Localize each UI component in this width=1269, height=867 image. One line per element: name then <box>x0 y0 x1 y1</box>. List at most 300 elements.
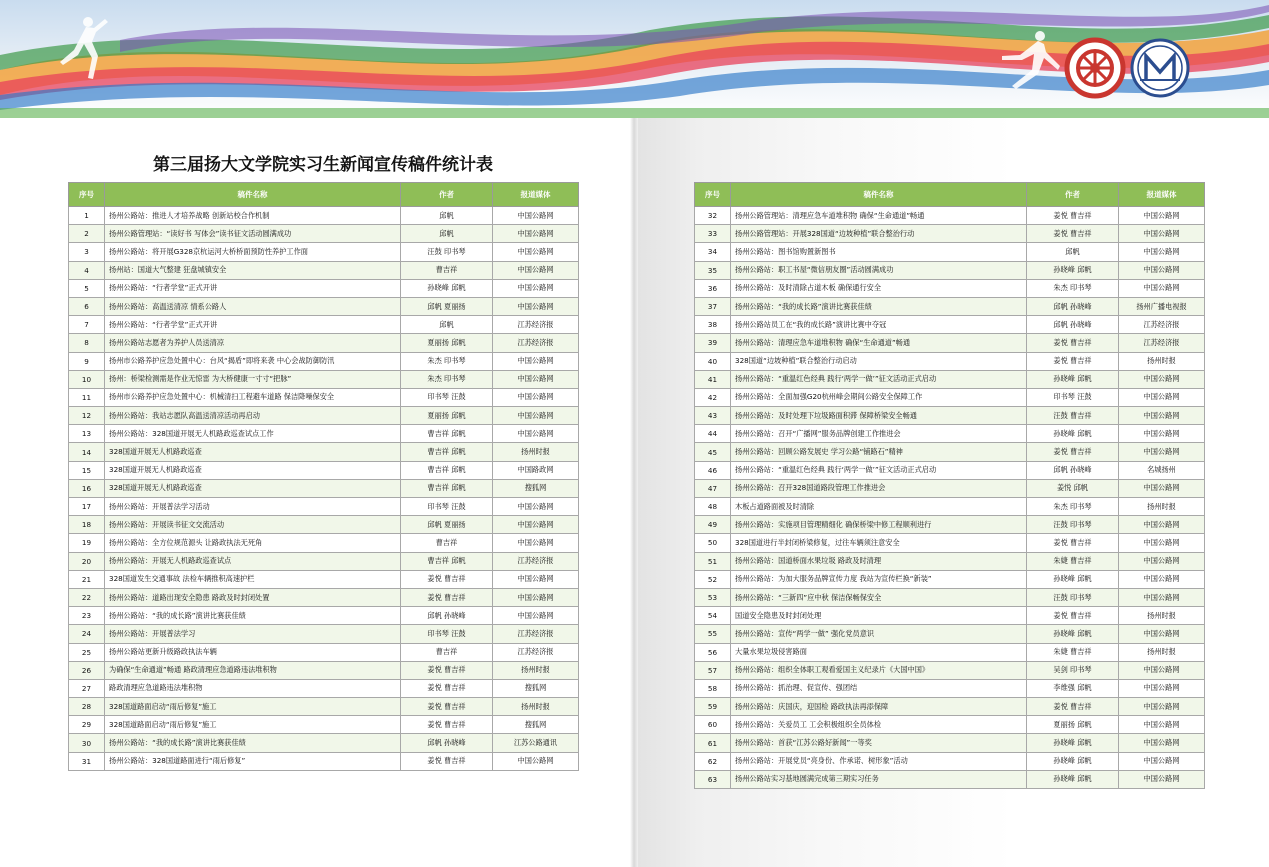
cell-author: 朱婕 曹吉祥 <box>1027 552 1119 570</box>
cell-no: 31 <box>69 752 105 770</box>
table-row <box>69 243 579 261</box>
cell-title: 扬州公路站：“行者学堂”正式开讲 <box>105 279 401 297</box>
table-row <box>695 570 1205 588</box>
cell-media: 中国公路网 <box>1119 734 1205 752</box>
cell-author: 印书琴 汪鼓 <box>1027 388 1119 406</box>
table-row <box>695 461 1205 479</box>
cell-author: 孙晓峰 邱帆 <box>1027 770 1119 788</box>
cell-author: 孙晓峰 邱帆 <box>1027 570 1119 588</box>
cell-author: 曹吉祥 <box>401 261 493 279</box>
cell-title: 扬州公路站：首获“江苏公路好新闻”一等奖 <box>731 734 1027 752</box>
table-row <box>695 297 1205 315</box>
cell-no: 17 <box>69 498 105 516</box>
cell-author: 姜悦 邱帆 <box>1027 479 1119 497</box>
cell-no: 59 <box>695 698 731 716</box>
cell-author: 姜悦 曹吉祥 <box>1027 334 1119 352</box>
cell-title: 扬州公路站：清理应急车道堆积物 确保“生命通道”畅通 <box>731 334 1027 352</box>
cell-no: 6 <box>69 297 105 315</box>
cell-title: 328国道“边坡种植”联合整治行动启动 <box>731 352 1027 370</box>
cell-media: 中国公路网 <box>1119 716 1205 734</box>
cell-author: 夏丽扬 邱帆 <box>401 407 493 425</box>
cell-media: 扬州时报 <box>493 443 579 461</box>
cell-media: 中国公路网 <box>493 261 579 279</box>
cell-media: 扬州时报 <box>1119 498 1205 516</box>
cell-media: 江苏经济报 <box>493 316 579 334</box>
cell-media: 中国公路网 <box>1119 752 1205 770</box>
cell-media: 江苏经济报 <box>493 625 579 643</box>
cell-author: 孙晓峰 邱帆 <box>401 279 493 297</box>
cell-title: 扬州公路管理站：清理应急车道堆积物 确保“生命通道”畅通 <box>731 207 1027 225</box>
table-row <box>69 643 579 661</box>
cell-author: 姜悦 曹吉祥 <box>1027 534 1119 552</box>
cell-media: 扬州时报 <box>493 698 579 716</box>
cell-author: 孙晓峰 邱帆 <box>1027 261 1119 279</box>
cell-no: 23 <box>69 607 105 625</box>
cell-title: 扬州公路站更新升级路政执法车辆 <box>105 643 401 661</box>
cell-no: 42 <box>695 388 731 406</box>
cell-title: 为确保“生命通道”畅通 路政清理应急道路违法堆积物 <box>105 661 401 679</box>
cell-media: 江苏经济报 <box>493 334 579 352</box>
cell-media: 中国公路网 <box>1119 443 1205 461</box>
cell-title: 328国道开展无人机路政巡查 <box>105 461 401 479</box>
cell-author: 姜悦 曹吉祥 <box>401 570 493 588</box>
cell-no: 5 <box>69 279 105 297</box>
cell-media: 中国公路网 <box>493 243 579 261</box>
cell-title: 大量水果垃圾侵害路面 <box>731 643 1027 661</box>
cell-author: 曹吉祥 邱帆 <box>401 425 493 443</box>
cell-author: 印书琴 汪鼓 <box>401 388 493 406</box>
cell-no: 2 <box>69 225 105 243</box>
table-row <box>695 770 1205 788</box>
cell-author: 曹吉祥 邱帆 <box>401 479 493 497</box>
cell-media: 中国公路网 <box>493 425 579 443</box>
table-row <box>69 334 579 352</box>
cell-media: 扬州时报 <box>1119 643 1205 661</box>
cell-no: 53 <box>695 588 731 606</box>
cell-media: 中国公路网 <box>493 498 579 516</box>
banner-ribbons <box>0 0 1269 118</box>
cell-media: 中国公路网 <box>1119 534 1205 552</box>
cell-no: 48 <box>695 498 731 516</box>
cell-no: 51 <box>695 552 731 570</box>
table-row <box>69 479 579 497</box>
table-row <box>69 388 579 406</box>
cell-author: 李维强 邱帆 <box>1027 679 1119 697</box>
cell-author: 汪鼓 印书琴 <box>1027 516 1119 534</box>
cell-title: 扬州公路站：关爱员工 工会积极组织全员体检 <box>731 716 1027 734</box>
cell-author: 邱帆 <box>401 207 493 225</box>
cell-author: 邱帆 <box>1027 243 1119 261</box>
cell-author: 汪鼓 曹吉祥 <box>1027 407 1119 425</box>
cell-no: 24 <box>69 625 105 643</box>
cell-media: 中国公路网 <box>493 297 579 315</box>
table-row <box>69 570 579 588</box>
cell-media: 搜狐网 <box>493 479 579 497</box>
table-row <box>695 679 1205 697</box>
table-row <box>695 279 1205 297</box>
cell-no: 13 <box>69 425 105 443</box>
cell-title: 扬州公路站：“重温红色经典 践行‘两学一做’”征文活动正式启动 <box>731 370 1027 388</box>
cell-no: 12 <box>69 407 105 425</box>
cell-no: 14 <box>69 443 105 461</box>
cell-no: 55 <box>695 625 731 643</box>
header-title: 稿件名称 <box>731 183 1027 207</box>
cell-no: 21 <box>69 570 105 588</box>
cell-title: 扬州市公路养护应急处置中心：机械清扫工程避车道路 保洁降噪保安全 <box>105 388 401 406</box>
cell-media: 中国公路网 <box>493 607 579 625</box>
cell-author: 姜悦 曹吉祥 <box>401 716 493 734</box>
logo-emblem-left-icon <box>1067 40 1123 96</box>
cell-media: 江苏经济报 <box>493 643 579 661</box>
cell-author: 夏丽扬 邱帆 <box>1027 716 1119 734</box>
cell-media: 江苏公路通讯 <box>493 734 579 752</box>
cell-author: 孙晓峰 邱帆 <box>1027 752 1119 770</box>
page-gutter <box>630 0 638 867</box>
table-row <box>69 679 579 697</box>
table-row <box>69 370 579 388</box>
cell-media: 中国公路网 <box>1119 279 1205 297</box>
cell-no: 41 <box>695 370 731 388</box>
cell-author: 姜悦 曹吉祥 <box>1027 443 1119 461</box>
table-row <box>695 261 1205 279</box>
cell-author: 印书琴 汪鼓 <box>401 498 493 516</box>
cell-title: 扬州公路站：“行者学堂”正式开讲 <box>105 316 401 334</box>
cell-title: 扬州公路站实习基地圆满完成第三期实习任务 <box>731 770 1027 788</box>
cell-author: 吴剑 印书琴 <box>1027 661 1119 679</box>
table-row <box>69 425 579 443</box>
table-row <box>69 261 579 279</box>
cell-no: 57 <box>695 661 731 679</box>
cell-author: 姜悦 曹吉祥 <box>1027 207 1119 225</box>
cell-author: 姜悦 曹吉祥 <box>1027 225 1119 243</box>
cell-title: 328国道路面启动“雨后修复”施工 <box>105 698 401 716</box>
table-row <box>69 534 579 552</box>
cell-author: 曹吉祥 <box>401 534 493 552</box>
table-row <box>69 698 579 716</box>
table-row <box>69 661 579 679</box>
cell-title: 扬州公路管理站：开展328国道“边坡种植”联合整治行动 <box>731 225 1027 243</box>
table-row <box>69 225 579 243</box>
table-row <box>69 552 579 570</box>
cell-no: 34 <box>695 243 731 261</box>
cell-no: 29 <box>69 716 105 734</box>
cell-media: 中国公路网 <box>1119 207 1205 225</box>
table-row <box>69 498 579 516</box>
cell-title: 328国道开展无人机路政巡查 <box>105 479 401 497</box>
header-title: 稿件名称 <box>105 183 401 207</box>
cell-title: 扬州公路站：职工书屋“微信朋友圈”活动圆满成功 <box>731 261 1027 279</box>
cell-no: 50 <box>695 534 731 552</box>
table-row <box>69 207 579 225</box>
cell-no: 19 <box>69 534 105 552</box>
cell-media: 中国公路网 <box>493 516 579 534</box>
cell-author: 曹吉祥 邱帆 <box>401 461 493 479</box>
cell-no: 35 <box>695 261 731 279</box>
cell-title: 扬州公路站：328国道路面进行“雨后修复” <box>105 752 401 770</box>
header-author: 作者 <box>401 183 493 207</box>
cell-media: 中国公路网 <box>493 588 579 606</box>
cell-no: 52 <box>695 570 731 588</box>
cell-title: 扬州公路站：实施项目管理精细化 确保桥梁中修工程顺利进行 <box>731 516 1027 534</box>
table-row <box>695 498 1205 516</box>
table-row <box>695 388 1205 406</box>
cell-title: 扬州公路站：回顾公路发展史 学习公路“铺路石”精神 <box>731 443 1027 461</box>
cell-media: 中国公路网 <box>1119 770 1205 788</box>
table-row <box>695 352 1205 370</box>
cell-no: 11 <box>69 388 105 406</box>
cell-media: 中国公路网 <box>1119 516 1205 534</box>
cell-media: 扬州时报 <box>493 661 579 679</box>
table-row <box>69 352 579 370</box>
table-row <box>69 516 579 534</box>
table-row <box>695 534 1205 552</box>
cell-media: 中国公路网 <box>493 207 579 225</box>
table-row <box>695 425 1205 443</box>
table-row <box>695 225 1205 243</box>
cell-media: 名城扬州 <box>1119 461 1205 479</box>
table-row <box>69 316 579 334</box>
cell-title: 扬州公路站：将开展G328京杭运河大桥桥面预防性养护工作面 <box>105 243 401 261</box>
cell-author: 印书琴 汪鼓 <box>401 625 493 643</box>
table-row <box>695 752 1205 770</box>
submissions-table-left <box>68 182 579 771</box>
cell-title: 扬州公路站：图书馆购置新图书 <box>731 243 1027 261</box>
cell-title: 扬州公路站：组织全体职工观看爱国主义纪录片《大国中国》 <box>731 661 1027 679</box>
cell-author: 孙晓峰 邱帆 <box>1027 425 1119 443</box>
cell-no: 8 <box>69 334 105 352</box>
header-media: 报道媒体 <box>493 183 579 207</box>
cell-author: 邱帆 孙晓峰 <box>1027 297 1119 315</box>
cell-media: 中国公路网 <box>1119 425 1205 443</box>
cell-media: 中国公路网 <box>493 752 579 770</box>
table-body-left <box>69 207 579 771</box>
cell-no: 9 <box>69 352 105 370</box>
cell-title: 扬州公路站：开展读书征文交流活动 <box>105 516 401 534</box>
cell-media: 中国公路网 <box>1119 698 1205 716</box>
submissions-table-right <box>694 182 1205 789</box>
table-row <box>69 734 579 752</box>
cell-media: 江苏经济报 <box>1119 334 1205 352</box>
cell-title: 扬州公路站：及时处理下垃圾路面积滞 保障桥梁安全畅通 <box>731 407 1027 425</box>
cell-media: 扬州广播电视报 <box>1119 297 1205 315</box>
cell-no: 56 <box>695 643 731 661</box>
table-row <box>69 588 579 606</box>
cell-author: 汪鼓 印书琴 <box>1027 588 1119 606</box>
cell-title: 扬州公路站：推进人才培养战略 创新站校合作机制 <box>105 207 401 225</box>
cell-author: 姜悦 曹吉祥 <box>401 752 493 770</box>
table-header-row <box>695 183 1205 207</box>
cell-no: 32 <box>695 207 731 225</box>
cell-media: 中国公路网 <box>1119 552 1205 570</box>
cell-media: 中国公路网 <box>1119 388 1205 406</box>
logo-emblem-right-icon <box>1132 40 1188 96</box>
cell-media: 扬州时报 <box>1119 352 1205 370</box>
cell-author: 邱帆 <box>401 225 493 243</box>
cell-media: 中国公路网 <box>493 370 579 388</box>
cell-no: 49 <box>695 516 731 534</box>
cell-media: 中国公路网 <box>1119 661 1205 679</box>
table-row <box>695 698 1205 716</box>
cell-no: 54 <box>695 607 731 625</box>
cell-title: 扬州公路站：开展普法学习活动 <box>105 498 401 516</box>
cell-title: 扬州公路站：328国道开展无人机路政巡查试点工作 <box>105 425 401 443</box>
cell-media: 中国公路网 <box>1119 588 1205 606</box>
cell-author: 姜悦 曹吉祥 <box>1027 352 1119 370</box>
cell-title: 扬州：桥梁检测需是作业无惊雷 为大桥健康一寸寸“把脉” <box>105 370 401 388</box>
cell-author: 孙晓峰 邱帆 <box>1027 625 1119 643</box>
table-row <box>695 643 1205 661</box>
cell-title: 扬州公路站：开展普法学习 <box>105 625 401 643</box>
cell-media: 中国公路网 <box>493 279 579 297</box>
cell-no: 27 <box>69 679 105 697</box>
page-title: 第三届扬大文学院实习生新闻宣传稿件统计表 <box>153 155 493 175</box>
table-row <box>695 607 1205 625</box>
cell-title: 国道安全隐患及时封闭处理 <box>731 607 1027 625</box>
cell-title: 扬州公路站：“重温红色经典 践行‘两学一做’”征文活动正式启动 <box>731 461 1027 479</box>
table-row <box>69 279 579 297</box>
header-no: 序号 <box>69 183 105 207</box>
cell-title: 扬州公路站：召开“广播网”服务品牌创建工作推进会 <box>731 425 1027 443</box>
cell-no: 40 <box>695 352 731 370</box>
table-row <box>695 552 1205 570</box>
cell-no: 25 <box>69 643 105 661</box>
cell-no: 45 <box>695 443 731 461</box>
header-no: 序号 <box>695 183 731 207</box>
cell-author: 曹吉祥 <box>401 643 493 661</box>
table-row <box>695 625 1205 643</box>
cell-title: 328国道发生交通事故 法检车辆推积高速护栏 <box>105 570 401 588</box>
table-row <box>69 407 579 425</box>
cell-title: 328国道开展无人机路政巡查 <box>105 443 401 461</box>
table-row <box>695 316 1205 334</box>
cell-author: 邱帆 孙晓峰 <box>1027 316 1119 334</box>
table-row <box>69 625 579 643</box>
table-row <box>695 370 1205 388</box>
cell-media: 江苏经济报 <box>493 552 579 570</box>
cell-author: 曹吉祥 邱帆 <box>401 443 493 461</box>
cell-no: 38 <box>695 316 731 334</box>
cell-title: 扬州公路站：开展无人机路政巡查试点 <box>105 552 401 570</box>
decorative-banner <box>0 0 1269 118</box>
cell-author: 邱帆 孙晓峰 <box>401 734 493 752</box>
cell-no: 44 <box>695 425 731 443</box>
table-row <box>69 461 579 479</box>
cell-author: 姜悦 曹吉祥 <box>401 698 493 716</box>
cell-author: 孙晓峰 邱帆 <box>1027 734 1119 752</box>
cell-no: 46 <box>695 461 731 479</box>
cell-title: 328国道路面启动“雨后修复”施工 <box>105 716 401 734</box>
table-row <box>695 716 1205 734</box>
cell-media: 中国公路网 <box>1119 479 1205 497</box>
cell-author: 朱杰 印书琴 <box>1027 498 1119 516</box>
cell-no: 1 <box>69 207 105 225</box>
cell-media: 扬州时报 <box>1119 607 1205 625</box>
cell-no: 33 <box>695 225 731 243</box>
cell-author: 姜悦 曹吉祥 <box>401 661 493 679</box>
cell-no: 61 <box>695 734 731 752</box>
cell-author: 朱婕 曹吉祥 <box>1027 643 1119 661</box>
cell-media: 搜狐网 <box>493 679 579 697</box>
table-row <box>69 297 579 315</box>
table-row <box>69 443 579 461</box>
cell-author: 姜悦 曹吉祥 <box>401 588 493 606</box>
cell-title: 扬州公路站：宣传“两学一做” 强化党员意识 <box>731 625 1027 643</box>
cell-no: 20 <box>69 552 105 570</box>
cell-title: 扬州公路站：“我的成长路”演讲比赛获佳绩 <box>105 607 401 625</box>
cell-title: 328国道进行半封闭桥梁修复，过往车辆须注意安全 <box>731 534 1027 552</box>
cell-author: 邱帆 孙晓峰 <box>1027 461 1119 479</box>
cell-author: 朱杰 印书琴 <box>401 370 493 388</box>
table-body-right <box>695 207 1205 789</box>
cell-media: 中国公路网 <box>493 407 579 425</box>
cell-title: 扬州公路站：高温送清凉 情系公路人 <box>105 297 401 315</box>
cell-no: 16 <box>69 479 105 497</box>
cell-author: 朱杰 印书琴 <box>1027 279 1119 297</box>
cell-media: 中国公路网 <box>1119 370 1205 388</box>
table-row <box>695 588 1205 606</box>
cell-no: 18 <box>69 516 105 534</box>
cell-media: 中国公路网 <box>1119 679 1205 697</box>
cell-media: 中国公路网 <box>493 534 579 552</box>
cell-title: 扬州公路站：“我的成长路”演讲比赛获佳绩 <box>105 734 401 752</box>
table-row <box>695 661 1205 679</box>
cell-no: 26 <box>69 661 105 679</box>
cell-no: 62 <box>695 752 731 770</box>
header-media: 报道媒体 <box>1119 183 1205 207</box>
cell-no: 47 <box>695 479 731 497</box>
table-row <box>695 734 1205 752</box>
header-author: 作者 <box>1027 183 1119 207</box>
cell-title: 扬州公路站：道路出现安全隐患 路政及时封闭处置 <box>105 588 401 606</box>
cell-media: 江苏经济报 <box>1119 316 1205 334</box>
cell-no: 39 <box>695 334 731 352</box>
cell-title: 扬州公路站志愿者为养护人员送清凉 <box>105 334 401 352</box>
cell-title: 路政清理应急道路违法堆积物 <box>105 679 401 697</box>
cell-no: 15 <box>69 461 105 479</box>
cell-media: 中国公路网 <box>1119 261 1205 279</box>
cell-author: 姜悦 曹吉祥 <box>1027 698 1119 716</box>
cell-title: 扬州公路站：为加大服务品牌宣传力度 我站为宣传栏换“新装” <box>731 570 1027 588</box>
cell-title: 扬州市公路养护应急处置中心：台风“揭盾”即将来袭 中心会战防御防汛 <box>105 352 401 370</box>
cell-no: 3 <box>69 243 105 261</box>
table-row <box>69 752 579 770</box>
cell-no: 22 <box>69 588 105 606</box>
cell-no: 30 <box>69 734 105 752</box>
cell-media: 中国公路网 <box>493 225 579 243</box>
cell-title: 扬州公路站：“我的成长路”演讲比赛获佳绩 <box>731 297 1027 315</box>
table-row <box>695 479 1205 497</box>
cell-title: 扬州公路站：国道桥面水果垃圾 路政及时清理 <box>731 552 1027 570</box>
cell-author: 邱帆 <box>401 316 493 334</box>
cell-no: 36 <box>695 279 731 297</box>
cell-media: 中国公路网 <box>493 352 579 370</box>
cell-title: 扬州公路站：开展党员“亮身份、作承诺、树形象”活动 <box>731 752 1027 770</box>
cell-title: 扬州公路站：及时清除占道木板 确保通行安全 <box>731 279 1027 297</box>
table-header-row <box>69 183 579 207</box>
cell-author: 曹吉祥 邱帆 <box>401 552 493 570</box>
cell-no: 10 <box>69 370 105 388</box>
cell-no: 58 <box>695 679 731 697</box>
cell-title: 扬州公路站：我站志愿队高温送清凉活动再启动 <box>105 407 401 425</box>
cell-no: 37 <box>695 297 731 315</box>
cell-author: 邱帆 夏丽扬 <box>401 516 493 534</box>
cell-title: 扬州公路站：“三新四”应中秋 保洁保畅保安全 <box>731 588 1027 606</box>
cell-title: 扬州站：国道大气整建 狂盘城镇安全 <box>105 261 401 279</box>
cell-no: 63 <box>695 770 731 788</box>
table-row <box>695 243 1205 261</box>
cell-author: 夏丽扬 邱帆 <box>401 334 493 352</box>
cell-media: 中国公路网 <box>493 388 579 406</box>
